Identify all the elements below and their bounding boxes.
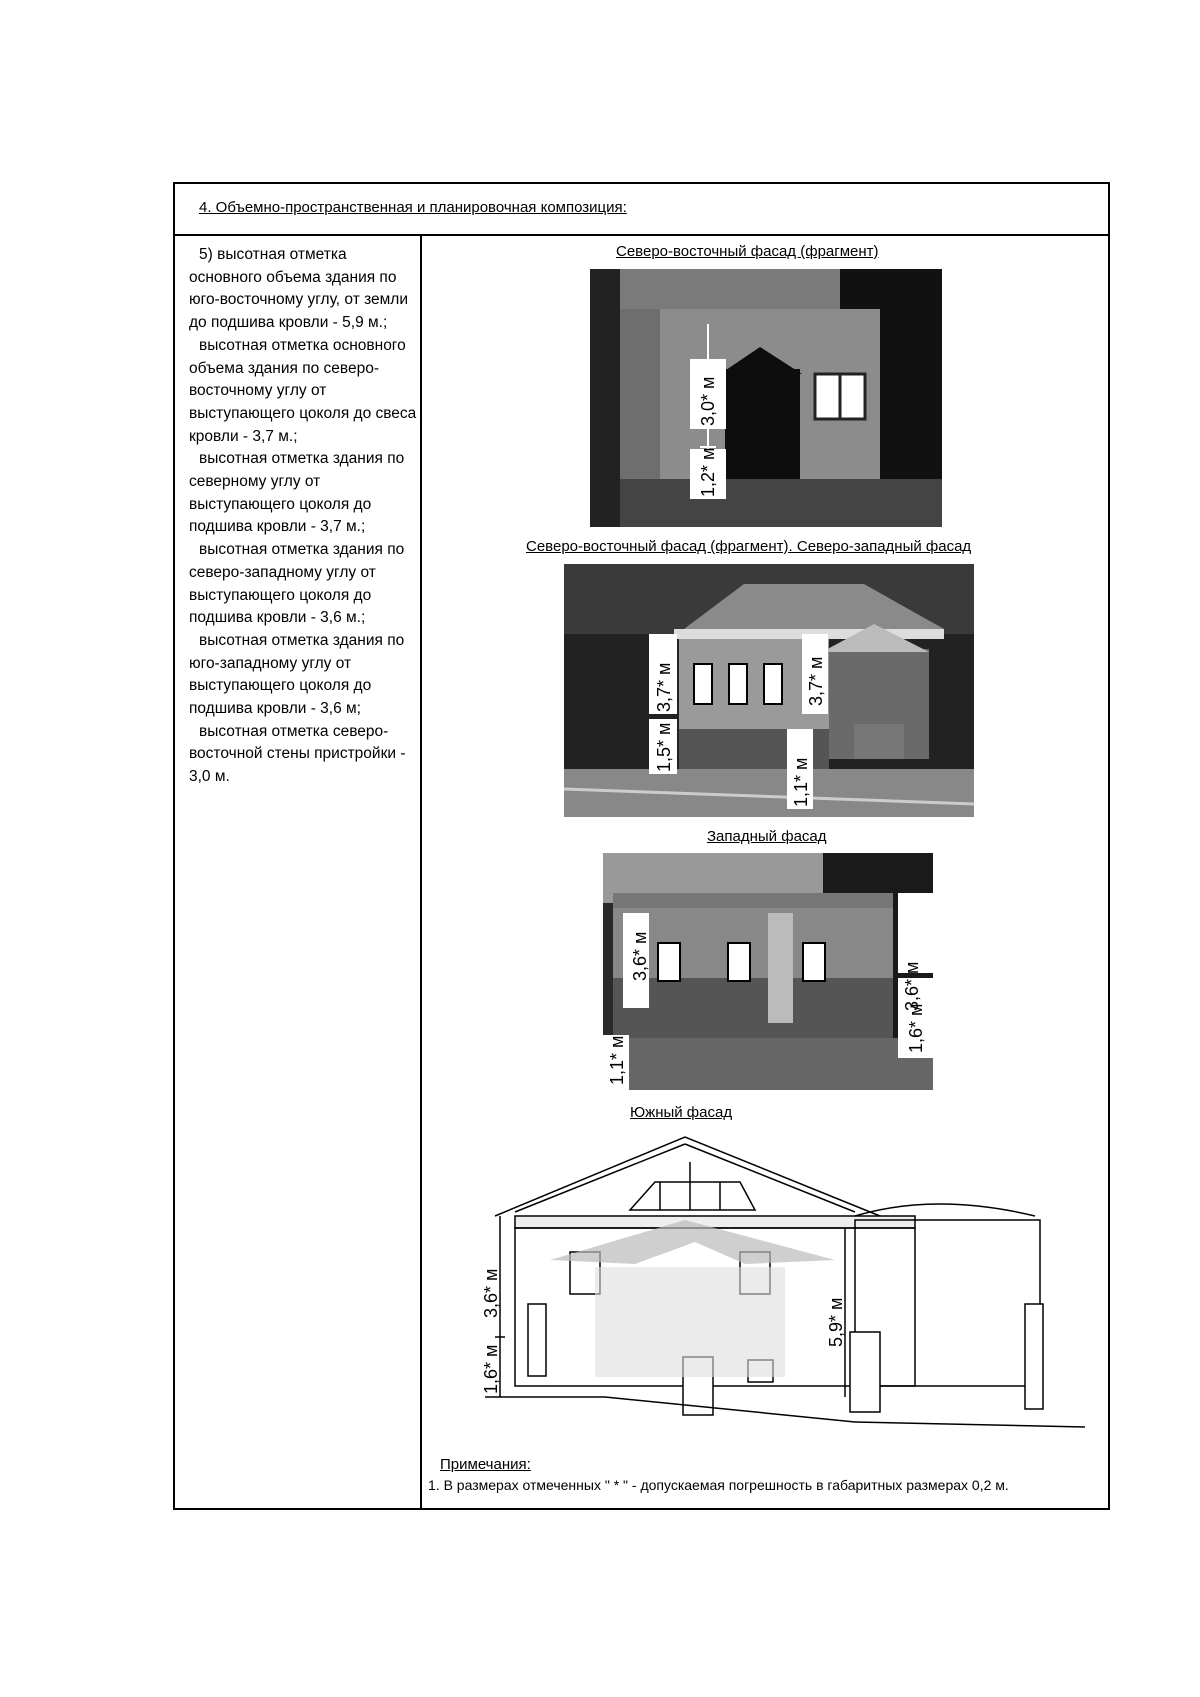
photo-northeast-facade: [590, 269, 942, 527]
dim-label: 3,6* м: [630, 931, 650, 981]
text-item: высотная отметка здания по северо-западному углу от выступающего цоколя до подшива кровли - 3,6 м.;: [189, 541, 405, 627]
photo-northwest-facade: [564, 564, 974, 817]
text-item: высотная отметка северо-восточной стены пристройки - 3,0 м.: [189, 722, 406, 786]
text-item: высотная отметка здания по юго-западному углу от выступающего цоколя до подшива кровли - 3,6 м;: [189, 631, 405, 718]
table-header-row: [175, 184, 1108, 236]
photo-west-facade: [603, 853, 933, 1090]
caption-photo-1: Северо-восточный фасад (фрагмент): [616, 243, 879, 260]
dim-label: 5,9* м: [826, 1297, 846, 1347]
section-heading: 4. Объемно-пространственная и планировочная композиция:: [199, 199, 627, 216]
dim-label: 3,6* м: [902, 961, 922, 1011]
dim-label: 1,1* м: [791, 757, 811, 807]
text-item: высотная отметка здания по северному углу от выступающего цоколя до подшива кровли - 3,7 м.;: [189, 450, 405, 536]
text-item: высотная отметка основного объема здания по северо-восточному углу от выступающего цоколя до свеса кровли - 3,7 м.;: [189, 336, 417, 445]
text-item: 5) высотная отметка основного объема здания по юго-восточному углу, от земли до подшива кровли - 5,9 м.;: [189, 246, 409, 332]
dim-label: 3,7* м: [806, 656, 826, 706]
caption-photo-3: Западный фасад: [707, 828, 827, 845]
dim-label: 3,0* м: [698, 376, 718, 426]
notes-title: Примечания:: [440, 1456, 531, 1473]
dim-label: 1,6* м: [481, 1344, 501, 1394]
height-marks-text: [189, 244, 417, 789]
dim-label: 1,1* м: [607, 1035, 627, 1085]
notes-item: 1. В размерах отмеченных " * " - допускаемая погрешность в габаритных размерах 0,2 м.: [428, 1477, 1009, 1493]
dim-label: 1,5* м: [654, 722, 674, 772]
column-divider: [420, 234, 422, 1508]
dim-label: 3,6* м: [481, 1268, 501, 1318]
south-facade-drawing: [455, 1132, 1085, 1432]
dim-label: 1,6* м: [906, 1003, 926, 1053]
dim-label: 3,7* м: [654, 662, 674, 712]
caption-drawing: Южный фасад: [630, 1104, 733, 1121]
caption-photo-2: Северо-восточный фасад (фрагмент). Северо-западный фасад: [526, 538, 972, 555]
dim-label: 1,2* м: [698, 447, 718, 497]
